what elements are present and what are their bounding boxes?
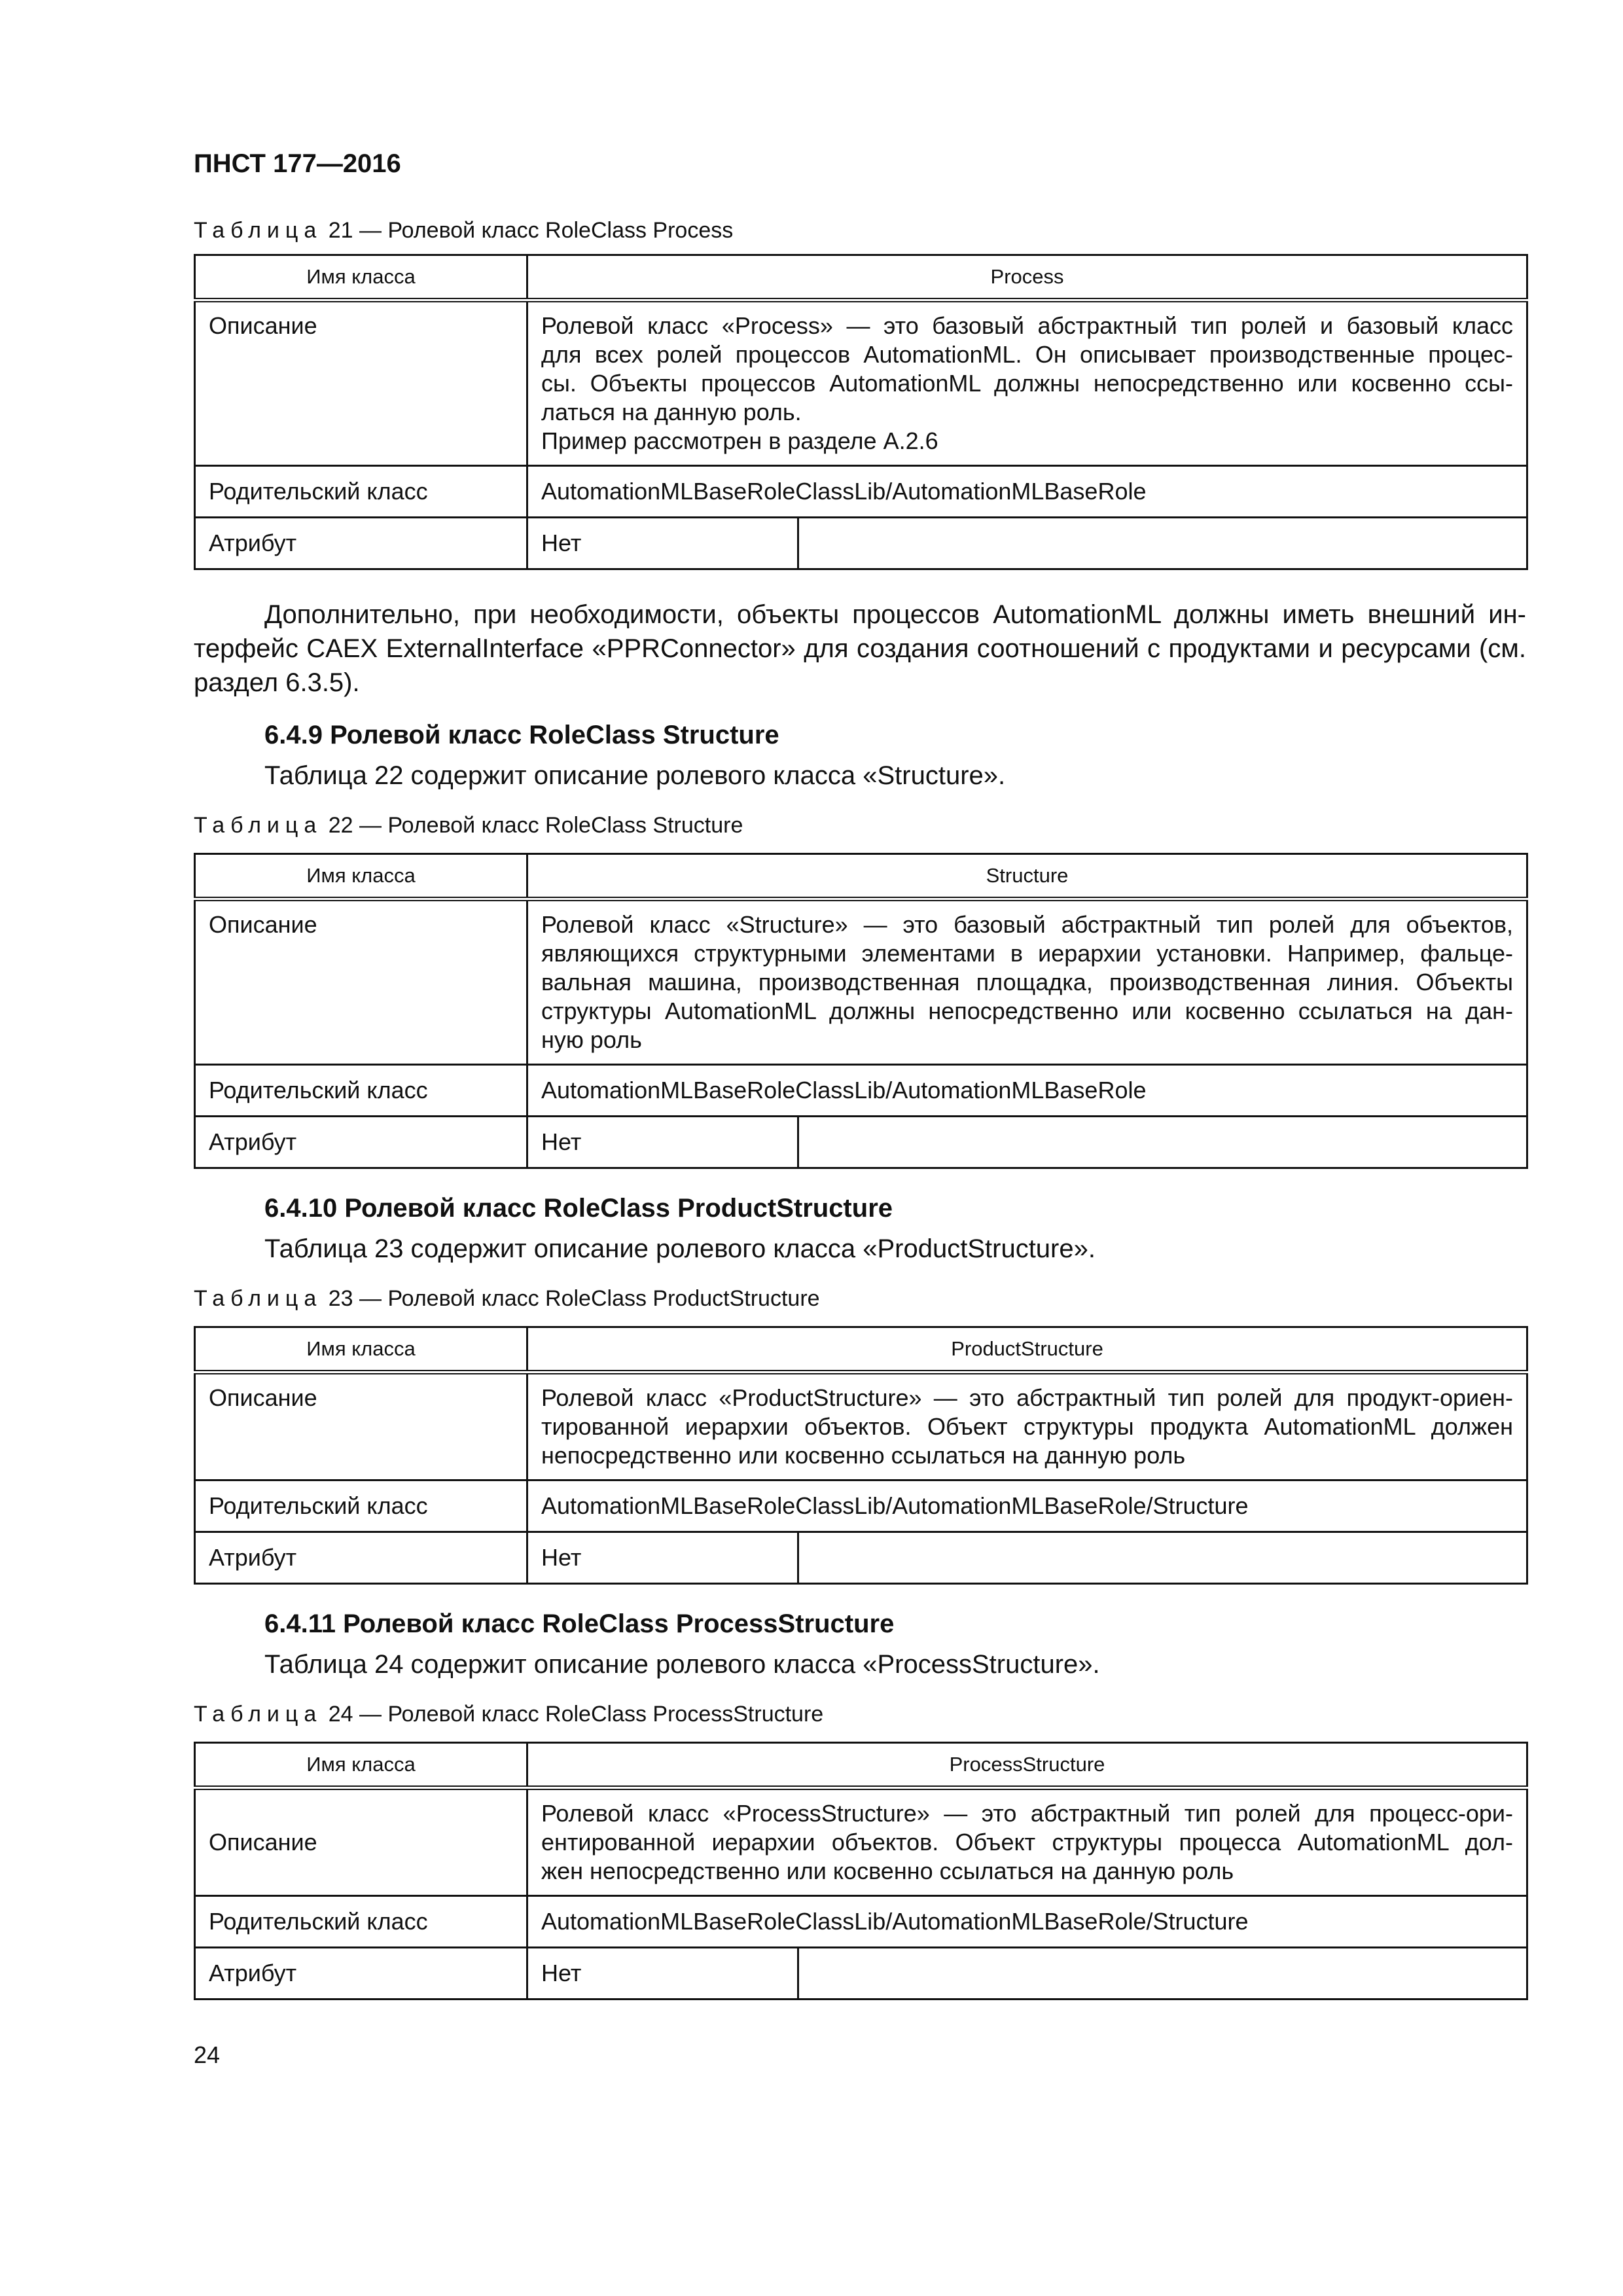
description-cell [527, 300, 1527, 466]
section-text: Таблица 24 содержит описание ролевого класса «ProcessStructure». [264, 1650, 1100, 1679]
description-line: непосредственно или косвенно ссылаться на данную роль [541, 1442, 1186, 1469]
table-row [195, 1480, 1527, 1532]
table-row [195, 1532, 1527, 1584]
row-label: Атрибут [195, 518, 527, 569]
section-title: 6.4.11 Ролевой класс RoleClass ProcessStructure [264, 1609, 895, 1638]
description-line: Ролевой класс «ProductStructure» — это абстрактный тип ролей для продукт-ориен- [541, 1384, 1514, 1411]
parent-class-value: AutomationMLBaseRoleClassLib/AutomationMLBaseRole/Structure [527, 1896, 1527, 1948]
table-row [195, 1896, 1527, 1948]
parent-class-value: AutomationMLBaseRoleClassLib/AutomationMLBaseRole [527, 466, 1527, 518]
table-row [195, 1372, 1527, 1480]
header-value: Structure [527, 854, 1527, 899]
parent-class-value: AutomationMLBaseRoleClassLib/AutomationMLBaseRole/Structure [527, 1480, 1527, 1532]
empty-cell [798, 518, 1527, 569]
header-label: Имя класса [195, 1327, 527, 1372]
table-caption: Таблица 24 — Ролевой класс RoleClass ProcessStructure [194, 1702, 824, 1727]
attribute-value: Нет [527, 1532, 798, 1584]
section-text: Таблица 23 содержит описание ролевого класса «ProductStructure». [264, 1234, 1096, 1263]
description-line: Ролевой класс «Structure» — это базовый абстрактный тип ролей для объектов, [541, 911, 1513, 938]
header-value: ProductStructure [527, 1327, 1527, 1372]
roleclass-table-process [194, 254, 1528, 570]
row-label: Родительский класс [195, 466, 527, 518]
description-line: структуры AutomationML должны непосредственно или косвенно ссылаться на дан- [541, 997, 1513, 1024]
description-line: ную роль [541, 1026, 642, 1053]
section-title: 6.4.10 Ролевой класс RoleClass ProductStructure [264, 1194, 893, 1223]
empty-cell [798, 1532, 1527, 1584]
row-label: Описание [195, 1788, 527, 1896]
description-line: тированной иерархии объектов. Объект структуры продукта AutomationML должен [541, 1413, 1514, 1440]
description-line: вальная машина, производственная площадка, производственная линия. Объекты [541, 969, 1513, 996]
row-label: Родительский класс [195, 1065, 527, 1117]
row-label: Родительский класс [195, 1480, 527, 1532]
table-header-row [195, 255, 1527, 300]
body-paragraph: Дополнительно, при необходимости, объекты процессов AutomationML должны иметь внешний ин- терфейс CAEX ExternalInterface «PPRConnector» для создания соотношений с продуктами и ресурсами (см. раздел 6.3.5). [194, 600, 1526, 697]
table-row [195, 1065, 1527, 1117]
description-line: жен непосредственно или косвенно ссылаться на данную роль [541, 1857, 1234, 1884]
attribute-value: Нет [527, 1117, 798, 1168]
description-line: для всех ролей процессов AutomationML. Он описывает производственные процес- [541, 341, 1514, 368]
document-id: ПНСТ 177—2016 [194, 149, 401, 178]
table-row [195, 466, 1527, 518]
table-row [195, 1117, 1527, 1168]
description-line: Ролевой класс «Process» — это базовый абстрактный тип ролей и базовый класс [541, 312, 1514, 339]
row-label: Атрибут [195, 1532, 527, 1584]
description-line: сы. Объекты процессов AutomationML должны непосредственно или косвенно ссы- [541, 370, 1514, 397]
empty-cell [798, 1117, 1527, 1168]
table-header-row [195, 1327, 1527, 1372]
parent-class-value: AutomationMLBaseRoleClassLib/AutomationMLBaseRole [527, 1065, 1527, 1117]
description-cell [527, 899, 1527, 1065]
header-label: Имя класса [195, 854, 527, 899]
description-line: ентированной иерархии объектов. Объект структуры процесса AutomationML дол- [541, 1829, 1514, 1856]
table-row [195, 1948, 1527, 2000]
header-value: ProcessStructure [527, 1743, 1527, 1788]
row-label: Атрибут [195, 1117, 527, 1168]
row-label: Атрибут [195, 1948, 527, 2000]
table-row [195, 518, 1527, 569]
table-row [195, 899, 1527, 1065]
attribute-value: Нет [527, 1948, 798, 2000]
description-cell [527, 1372, 1527, 1480]
section-text: Таблица 22 содержит описание ролевого класса «Structure». [264, 761, 1006, 790]
section-title: 6.4.9 Ролевой класс RoleClass Structure [264, 721, 779, 749]
description-line: латься на данную роль. [541, 399, 802, 425]
table-row [195, 1788, 1527, 1896]
row-label: Описание [195, 899, 527, 1065]
description-line: Пример рассмотрен в разделе А.2.6 [541, 427, 938, 454]
roleclass-table-processstructure [194, 1742, 1528, 2000]
table-caption: Таблица 21 — Ролевой класс RoleClass Process [194, 218, 734, 243]
table-header-row [195, 1743, 1527, 1788]
description-line: являющихся структурными элементами в иерархии установки. Например, фальце- [541, 940, 1513, 967]
empty-cell [798, 1948, 1527, 2000]
page-number: 24 [194, 2041, 221, 2068]
header-value: Process [527, 255, 1527, 300]
header-label: Имя класса [195, 255, 527, 300]
roleclass-table-productstructure [194, 1326, 1528, 1585]
row-label: Описание [195, 1372, 527, 1480]
document-page [194, 147, 1526, 2000]
table-caption: Таблица 22 — Ролевой класс RoleClass Structure [194, 813, 743, 838]
header-label: Имя класса [195, 1743, 527, 1788]
attribute-value: Нет [527, 518, 798, 569]
row-label: Описание [195, 300, 527, 466]
table-header-row [195, 854, 1527, 899]
row-label: Родительский класс [195, 1896, 527, 1948]
roleclass-table-structure [194, 853, 1528, 1169]
description-cell [527, 1788, 1527, 1896]
table-caption: Таблица 23 — Ролевой класс RoleClass ProductStructure [194, 1286, 820, 1311]
table-row [195, 300, 1527, 466]
description-line: Ролевой класс «ProcessStructure» — это абстрактный тип ролей для процесс-ори- [541, 1800, 1514, 1827]
